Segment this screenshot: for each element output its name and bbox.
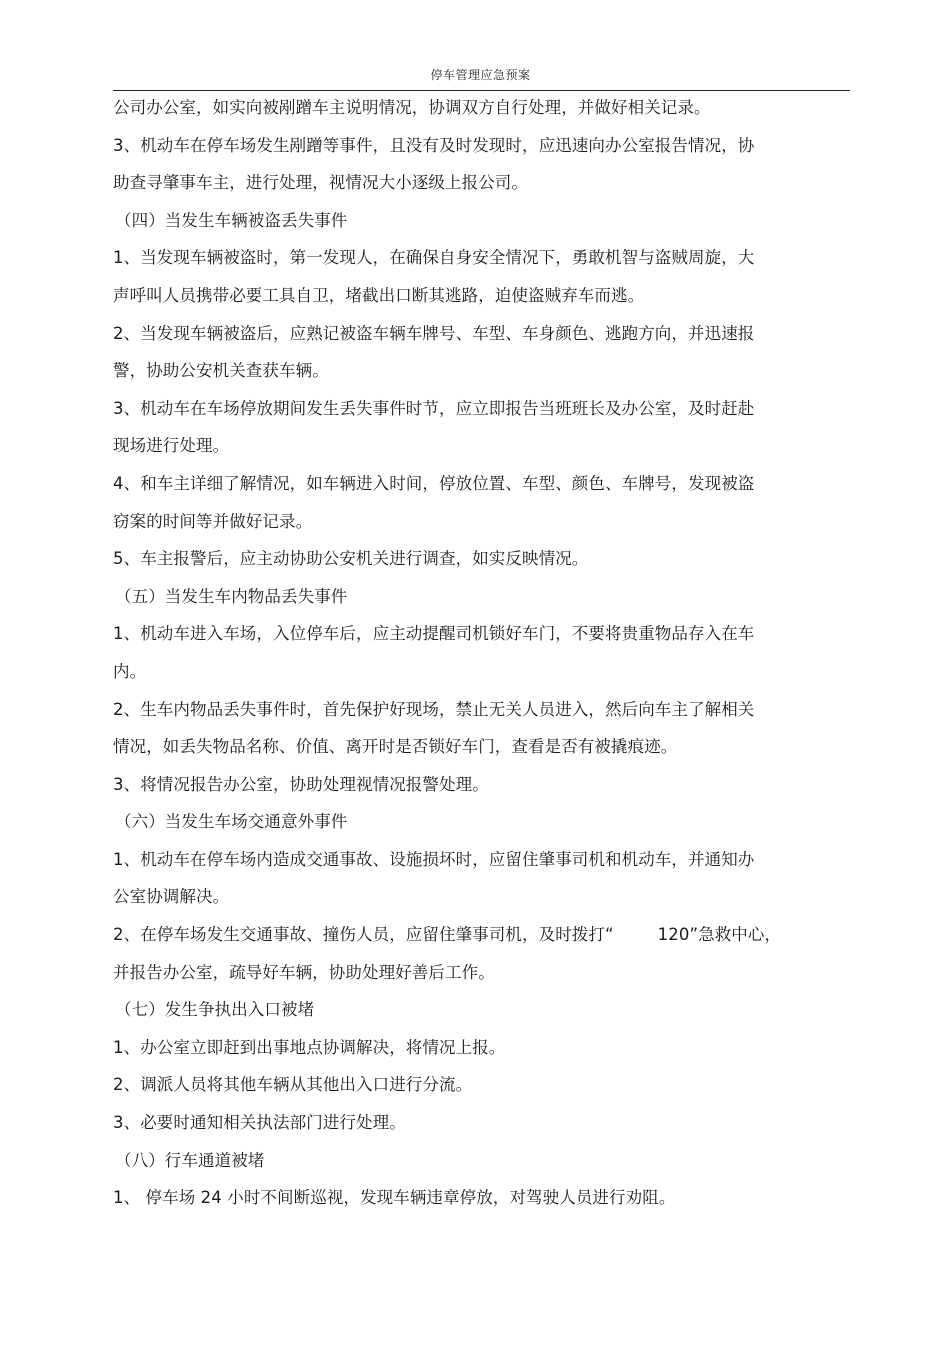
section-heading: （四）当发生车辆被盗丢失事件 xyxy=(115,210,348,230)
section-heading: （五）当发生车内物品丢失事件 xyxy=(115,586,348,606)
paragraph-line: 公司办公室，如实向被剐蹭车主说明情况，协调双方自行处理，并做好相关记录。 xyxy=(113,98,711,117)
paragraph-line: 1、机动车进入车场，入位停车后，应主动提醒司机锁好车门，不要将贵重物品存入在车 xyxy=(113,624,755,644)
paragraph-line: 4、和车主详细了解情况，如车辆进入时间，停放位置、车型、颜色、车牌号，发现被盗 xyxy=(113,473,755,493)
paragraph-line: 1、 停车场 24 小时不间断巡视，发现车辆违章停放，对驾驶人员进行劝阻。 xyxy=(113,1188,676,1208)
paragraph-line: 2、生车内物品丢失事件时，首先保护好现场，禁止无关人员进入，然后向车主了解相关 xyxy=(113,699,755,719)
paragraph-line xyxy=(113,916,853,954)
paragraph-line: 助查寻肇事车主，进行处理，视情况大小逐级上报公司。 xyxy=(113,173,528,193)
paragraph-line: 1、机动车在停车场内造成交通事故、设施损坏时，应留住肇事司机和机动车，并通知办 xyxy=(113,849,755,869)
paragraph-line: 情况，如丢失物品名称、价值、离开时是否锁好车门，查看是否有被撬痕迹。 xyxy=(113,737,678,757)
paragraph-line: 2、调派人员将其他车辆从其他出入口进行分流。 xyxy=(113,1075,473,1095)
section-heading: （八）行车通道被堵 xyxy=(115,1150,265,1170)
paragraph-line: 1、办公室立即赶到出事地点协调解决，将情况上报。 xyxy=(113,1037,506,1057)
paragraph-line: 3、机动车在停车场发生剐蹭等事件，且没有及时发现时，应迅速向办公室报告情况，协 xyxy=(113,135,755,155)
paragraph-line: 内。 xyxy=(113,661,147,681)
paragraph-line: 警，协助公安机关查获车辆。 xyxy=(113,361,329,381)
paragraph-line-part: 2、在停车场发生交通事故、撞伤人员，应留住肇事司机，及时拨打“ xyxy=(113,925,614,945)
paragraph-line: 1、当发现车辆被盗时，第一发现人，在确保自身安全情况下，勇敢机智与盗贼周旋，大 xyxy=(113,248,755,268)
paragraph-line-part: 120”急救中心， xyxy=(657,925,782,945)
paragraph-line: 现场进行处理。 xyxy=(113,436,230,456)
paragraph-line: 窃案的时间等并做好记录。 xyxy=(113,511,313,531)
running-header: 停车管理应急预案 xyxy=(430,68,531,82)
paragraph-line: 3、将情况报告办公室，协助处理视情况报警处理。 xyxy=(113,774,489,794)
paragraph-line: 3、必要时通知相关执法部门进行处理。 xyxy=(113,1113,406,1133)
section-heading: （六）当发生车场交通意外事件 xyxy=(115,812,348,832)
body-text xyxy=(113,89,853,1217)
paragraph-line: 并报告办公室，疏导好车辆，协助处理好善后工作。 xyxy=(113,962,495,982)
paragraph-line: 公室协调解决。 xyxy=(113,887,230,907)
paragraph-line: 2、当发现车辆被盗后，应熟记被盗车辆车牌号、车型、车身颜色、逃跑方向，并迅速报 xyxy=(113,323,755,343)
paragraph-line: 5、车主报警后，应主动协助公安机关进行调查，如实反映情况。 xyxy=(113,549,589,569)
section-heading: （七）发生争执出入口被堵 xyxy=(115,1000,315,1020)
paragraph-line: 3、机动车在车场停放期间发生丢失事件时节，应立即报告当班班长及办公室，及时赶赴 xyxy=(113,398,755,418)
paragraph-line: 声呼叫人员携带必要工具自卫，堵截出口断其逃路，迫使盗贼弃车而逃。 xyxy=(113,285,645,305)
